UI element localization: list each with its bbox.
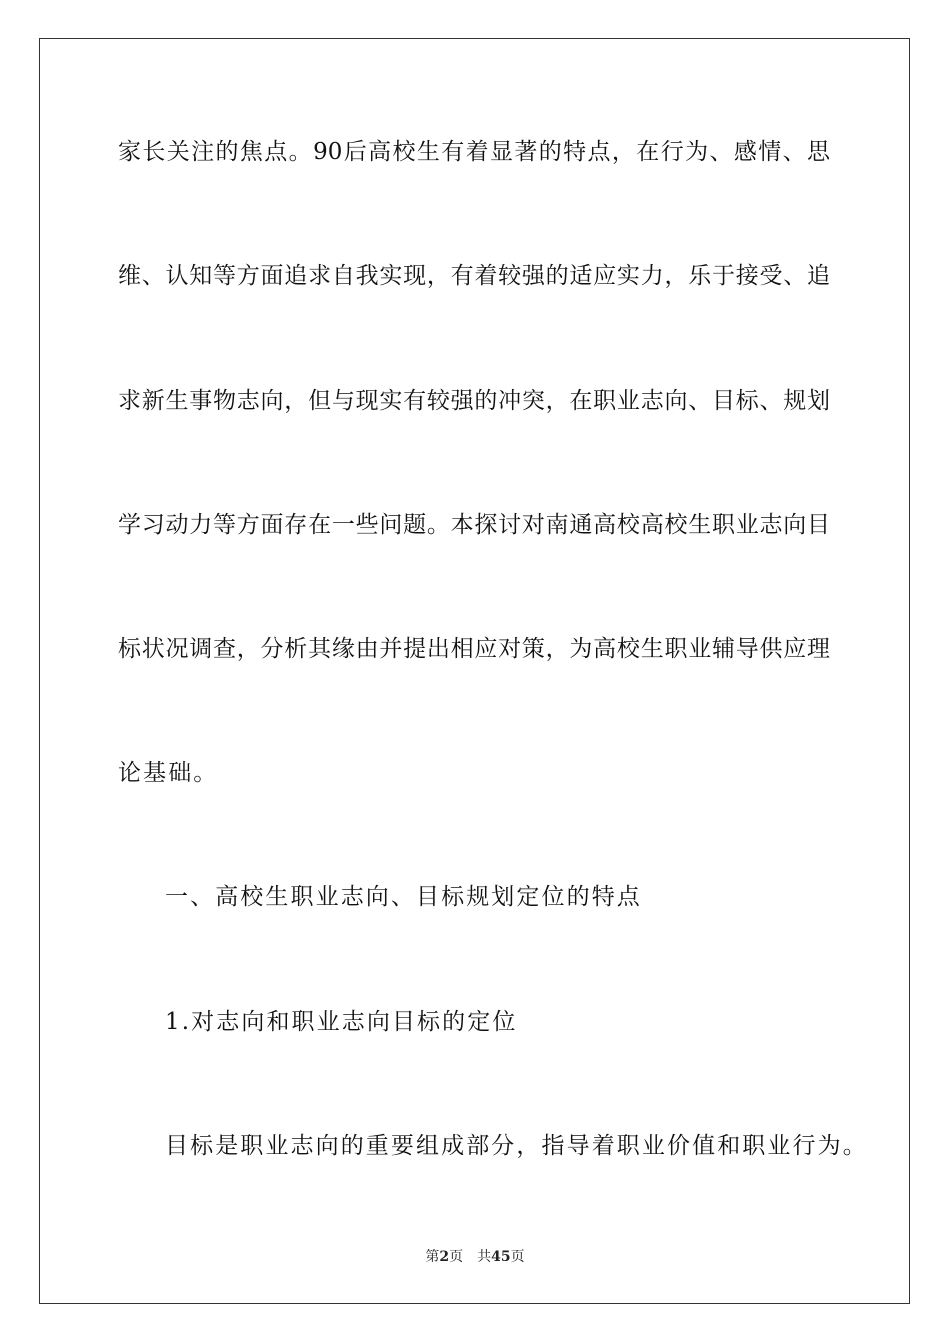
page-footer — [0, 1248, 950, 1266]
subsection-heading: 1.对志向和职业志向目标的定位 — [165, 1009, 518, 1035]
body-line-5: 标状况调查，分析其缘由并提出相应对策，为高校生职业辅导供应理 — [118, 636, 830, 662]
footer-total-suffix: 页 — [510, 1249, 525, 1265]
body-line-3: 求新生事物志向，但与现实有较强的冲突，在职业志向、目标、规划 — [118, 388, 830, 414]
footer-total-pages: 45 — [491, 1249, 511, 1265]
footer-page-number: 2 — [439, 1249, 450, 1265]
paragraph-start: 目标是职业志向的重要组成部分，指导着职业价值和职业行为。 — [165, 1133, 868, 1159]
body-line-6: 论基础。 — [118, 760, 219, 786]
footer-page-suffix: 页 — [449, 1249, 464, 1265]
body-line-4: 学习动力等方面存在一些问题。本探讨对南通高校高校生职业志向目 — [118, 512, 830, 538]
page-border — [39, 38, 910, 1304]
footer-page-prefix: 第 — [425, 1249, 440, 1265]
body-line-1: 家长关注的焦点。90后高校生有着显著的特点，在行为、感情、思 — [118, 139, 830, 165]
section-heading: 一、高校生职业志向、目标规划定位的特点 — [165, 884, 642, 910]
body-line-2: 维、认知等方面追求自我实现，有着较强的适应实力，乐于接受、追 — [118, 263, 830, 289]
footer-total-prefix: 共 — [477, 1249, 492, 1265]
